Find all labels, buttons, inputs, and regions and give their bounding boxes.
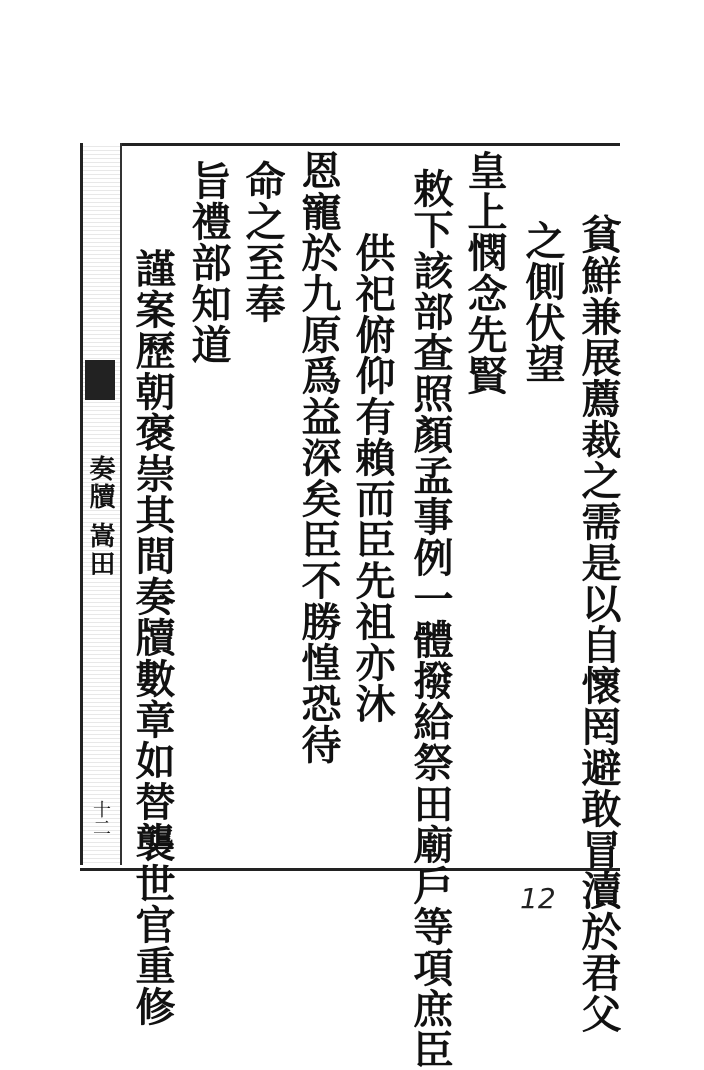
text-column-2: 之側伏望 [519, 220, 566, 384]
text-column-7: 命之至奉 [239, 160, 286, 324]
text-column-4: 敕下該部查照顏孟事例一體撥給祭田廟戶等項庶臣 [407, 168, 454, 1070]
text-column-3: 皇上憫念先賢 [461, 150, 508, 396]
margin-page: 十二 [90, 800, 111, 836]
margin-title: 奏牘 嵩田 [85, 455, 115, 579]
text-column-9: 謹案歷朝褒崇其間奏牘數章如替襲世官重修 [129, 248, 176, 1027]
page-number: 12 [520, 882, 556, 915]
text-column-1: 貧鮮兼展薦裁之需是以自懷罔避敢冒瀆於君父 [575, 214, 622, 1034]
text-column-8: 旨禮部知道 [185, 160, 232, 365]
fishtail-mark [85, 360, 115, 400]
text-column-6: 恩寵於九原爲益深矣臣不勝惶恐待 [295, 150, 342, 765]
text-column-5: 供祀俯仰有賴而臣先祖亦沐 [349, 232, 396, 724]
